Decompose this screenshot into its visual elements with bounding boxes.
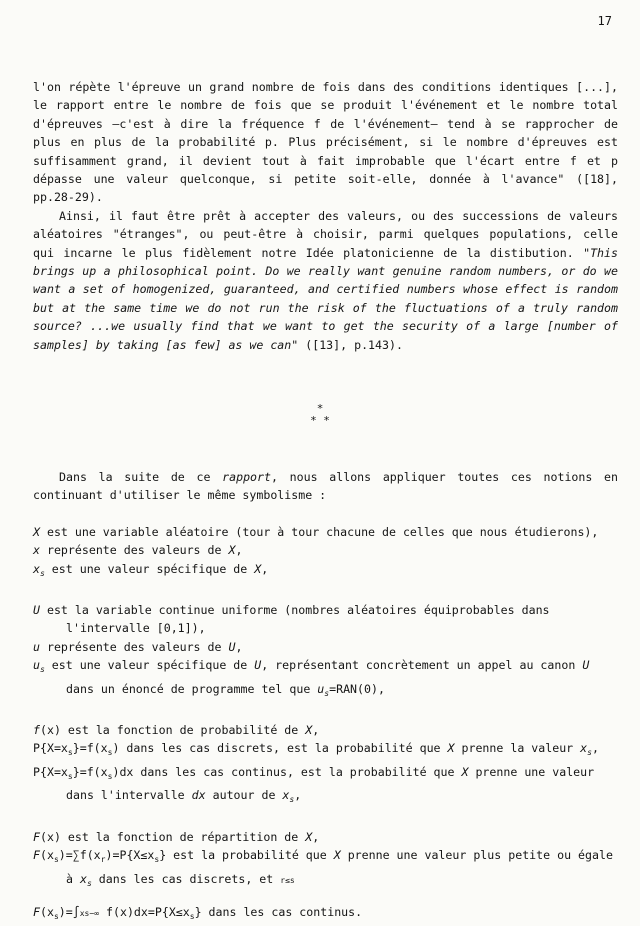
- def-F-continuous: $F(x_s)=\int xs-\infty$ $f(x)dx=P\{X\le x_s\}$ dans les cas continus.: [33, 904, 363, 921]
- sum-index: r≤s: [280, 875, 295, 885]
- def-x: x représente des valeurs de X,: [33, 543, 243, 558]
- paragraph-2: [33, 207, 618, 354]
- def-fx: f(x) est la fonction de probabilité de X,: [33, 723, 320, 738]
- section-separator: [300, 403, 340, 427]
- def-xs: $x_s$ est une valeur spécifique de X,: [33, 561, 269, 578]
- quote-english: "This brings up a philosophical point. Do we really want genuine random numbers, or do we want a set of homogenized, guaranteed, and certified numbers whose effect is random but at the same time we do not run the risk of the fluctuations of a truly random source? ...we usually find that we want to get the security of a large [number of samples] by taking [as few] as we can": [33, 245, 618, 352]
- def-Fx: F(x) est la fonction de répartition de X,: [33, 829, 320, 844]
- integral-lower: −∞: [89, 908, 100, 918]
- section-text: [33, 468, 618, 926]
- integral-upper: xs: [79, 908, 90, 918]
- quote-reference: ([13], p.143).: [305, 337, 403, 352]
- def-U: U est la variable continue uniforme (nombres aléatoires équiprobables dans l'intervalle [0,1]),: [33, 603, 550, 636]
- section-intro: Dans la suite de ce rapport, nous allons appliquer toutes ces notions en continuant d'utiliser le même symbolisme :: [33, 470, 619, 503]
- separator-top-star: *: [316, 402, 324, 415]
- paragraph-1: l'on répète l'épreuve un grand nombre de fois dans des conditions identiques [...], le rapport entre le nombre de fois que se produit l'événement et le nombre total d'épreuves —c'est à dire la fréquence f de l'événement— tend à se rapprocher de plus en plus de la probabilité p. Plus précisément, si le nombre d'épreuves est suffisamment grand, il devient tout à fait improbable que l'écart entre f et p dépasse une valeur quelconque, si petite soit-elle, donnée à l'avance" ([18], pp.28-29).: [33, 80, 618, 205]
- def-p-continuous: $P\{X=x_s\}=f(x_s)dx$ dans les cas continus, est la probabilité que X prenne une valeur dans l'intervalle dx autour de $x_s$,: [33, 764, 595, 805]
- def-u: u représente des valeurs de U,: [33, 639, 243, 654]
- rapport-word: rapport: [222, 470, 271, 484]
- separator-bottom-stars: * *: [310, 414, 330, 427]
- def-F-discrete: $F(x_s)=\sum f(x_r)=P\{X\le x_s\}$ est la probabilité que X prenne une valeur plus petite ou égale à $x_s$ dans les cas discrets, et r≤s: [33, 848, 613, 888]
- def-us: $u_s$ est une valeur spécifique de U, représentant concrètement un appel au canon U dans un énoncé de programme tel que $u_s=RAN(0)$,: [33, 658, 590, 698]
- intro-text: [33, 78, 618, 354]
- paragraph-2-text: Ainsi, il faut être prêt à accepter des valeurs, ou des successions de valeurs aléatoires "étranges", ou peut-être à choisir, parmi quelques populations, celle qui incarne le plus fidèlement notre Idée platonicienne de la distibution.: [33, 208, 618, 260]
- page-number: 17: [597, 14, 612, 28]
- def-X: X est une variable aléatoire (tour à tour chacune de celles que nous étudierons),: [33, 524, 599, 539]
- def-p-discrete: $P\{X=x_s\}=f(x_s)$ dans les cas discrets, est la probabilité que X prenne la valeur $x_s$,: [33, 741, 599, 758]
